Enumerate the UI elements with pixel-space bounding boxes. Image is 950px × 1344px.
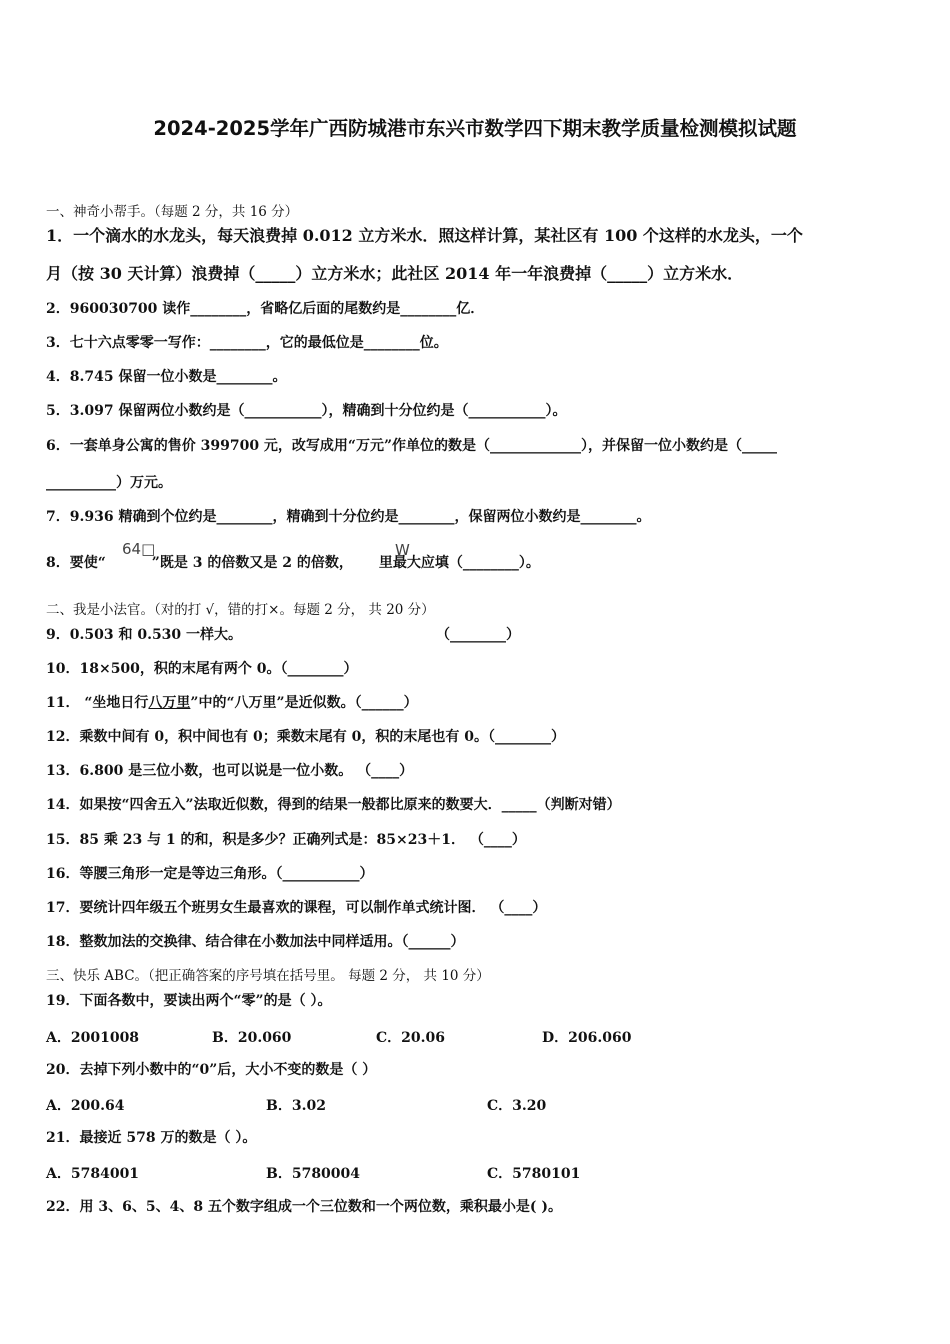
question-3: 3．七十六点零零一写作：________，它的最低位是________位。 [46, 335, 448, 351]
question-21: 21．最接近 578 万的数是（ ）。 [46, 1130, 257, 1146]
q21-option-c: C．5780101 [487, 1166, 581, 1182]
question-9-text: 9．0.503 和 0.530 一样大。 [46, 627, 243, 643]
question-22: 22．用 3、6、5、4、8 五个数字组成一个三位数和一个两位数，乘积最小是( )。 [46, 1199, 563, 1215]
question-11: 11． “坐地日行八万里”中的“八万里”是近似数。（______） [46, 695, 418, 711]
question-18: 18．整数加法的交换律、结合律在小数加法中同样适用。（______） [46, 934, 465, 950]
question-5: 5．3.097 保留两位小数约是（___________），精确到十分位约是（___________）。 [46, 403, 567, 419]
question-9 [46, 625, 242, 645]
question-19: 19．下面各数中，要读出两个“零”的是（ ）。 [46, 993, 332, 1009]
q21-option-b: B．5780004 [266, 1166, 361, 1182]
page-title: 2024-2025学年广西防城港市东兴市数学四下期末教学质量检测模拟试题 [153, 117, 797, 140]
question-13: 13．6.800 是三位小数，也可以说是一位小数。 （____） [46, 763, 414, 779]
question-14: 14．如果按“四舍五入”法取近似数，得到的结果一般都比原来的数要大．_____（判断对错） [46, 797, 621, 813]
section-2-heading: 二、我是小法官。（对的打 √，错的打×。每题 2 分， 共 20 分） [46, 602, 435, 618]
q20-option-c: C．3.20 [487, 1098, 547, 1114]
number-64-box-image: 64□ [122, 540, 156, 558]
question-2: 2．960030700 读作________，省略亿后面的尾数约是________亿． [46, 301, 485, 317]
question-20: 20．去掉下列小数中的“0”后，大小不变的数是（ ） [46, 1062, 377, 1078]
section-1-heading: 一、神奇小帮手。（每题 2 分，共 16 分） [46, 204, 299, 220]
question-6-line-1: 6．一套单身公寓的售价 399700 元，改写成用“万元”作单位的数是（_____________），并保留一位小数约是（_____ [46, 438, 778, 454]
question-17: 17．要统计四年级五个班男女生最喜欢的课程，可以制作单式统计图． （____） [46, 900, 547, 916]
question-8-pre: 8．要使“ [46, 555, 106, 571]
question-8 [46, 553, 540, 573]
q19-option-c: C．20.06 [376, 1030, 445, 1046]
question-9-blank: （________） [436, 627, 520, 643]
question-4: 4．8.745 保留一位小数是________。 [46, 369, 287, 385]
question-12: 12．乘数中间有 0，积中间也有 0；乘数末尾有 0，积的末尾也有 0。（________） [46, 729, 565, 745]
question-1-line-2: 月（按 30 天计算）浪费掉（_____）立方米水；此社区 2014 年一年浪费掉（_____）立方米水． [46, 264, 744, 283]
question-8-mid: ”既是 3 的倍数又是 2 的倍数， [151, 555, 353, 571]
question-16: 16．等腰三角形一定是等边三角形。（___________） [46, 866, 374, 882]
question-10: 10．18×500，积的末尾有两个 0。（________） [46, 661, 358, 677]
q20-option-a: A．200.64 [46, 1098, 125, 1114]
question-6-line-2: __________）万元。 [46, 475, 172, 491]
q19-option-b: B．20.060 [212, 1030, 292, 1046]
question-1-line-1: 1．一个滴水的水龙头，每天浪费掉 0.012 立方米水．照这样计算，某社区有 100 个这样的水龙头，一个 [46, 226, 803, 245]
q19-option-d: D．206.060 [542, 1030, 632, 1046]
underlined-phrase: 八万里 [148, 695, 191, 711]
q19-option-a: A．2001008 [46, 1030, 140, 1046]
question-7: 7．9.936 精确到个位约是________，精确到十分位约是________，保留两位小数约是________。 [46, 509, 651, 525]
question-8-post: 里最大应填（________）。 [378, 555, 540, 571]
section-3-heading: 三、快乐 ABC。（把正确答案的序号填在括号里。 每题 2 分， 共 10 分） [46, 968, 490, 984]
question-15: 15．85 乘 23 与 1 的和，积是多少？正确列式是：85×23＋1． （____） [46, 832, 526, 848]
q20-option-b: B．3.02 [266, 1098, 326, 1114]
w-symbol-image: W [395, 541, 410, 559]
q21-option-a: A．5784001 [46, 1166, 140, 1182]
